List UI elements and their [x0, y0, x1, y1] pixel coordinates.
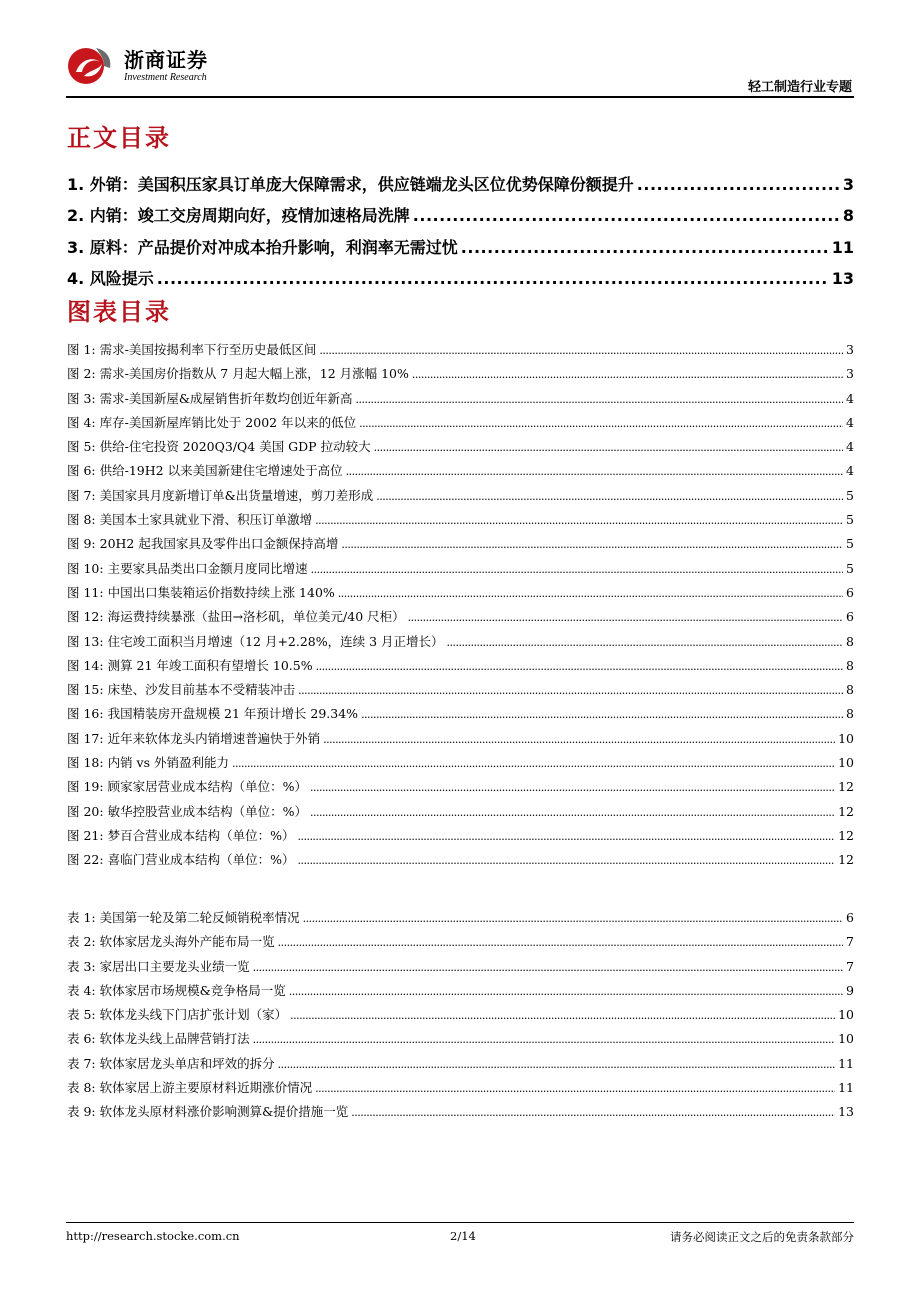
- table-entry[interactable]: 表 6: 软体龙头线上品牌营销打法 ..... 10: [67, 1029, 854, 1053]
- figure-entry[interactable]: 图 9: 20H2 起我国家具及零件出口金额保持高增 ..... 5: [67, 534, 854, 558]
- toc-entry[interactable]: 2. 内销：竣工交房周期向好，疫情加速格局洗牌 ..... 8: [67, 203, 854, 234]
- figure-entry[interactable]: 图 15: 床垫、沙发目前基本不受精装冲击 ..... 8: [67, 680, 854, 704]
- brand-name: 浙商证券: [124, 48, 208, 72]
- page-header: [66, 34, 854, 96]
- figure-entry[interactable]: 图 10: 主要家具品类出口金额月度同比增速 ..... 5: [67, 559, 854, 583]
- figure-entry[interactable]: 图 19: 顾家家居营业成本结构（单位：%） ..... 12: [67, 777, 854, 801]
- table-entry[interactable]: 表 9: 软体龙头原材料涨价影响测算&提价措施一览 ..... 13: [67, 1102, 854, 1126]
- toc-entry[interactable]: 3. 原料：产品提价对冲成本抬升影响，利润率无需过忧 ..... 11: [67, 235, 854, 266]
- figure-entry[interactable]: 图 8: 美国本土家具就业下滑、积压订单激增 ..... 5: [67, 510, 854, 534]
- table-entry[interactable]: 表 5: 软体龙头线下门店扩张计划（家） ..... 10: [67, 1005, 854, 1029]
- zheshang-logo-icon: [66, 42, 114, 86]
- figure-entry[interactable]: 图 7: 美国家具月度新增订单&出货量增速，剪刀差形成 ..... 5: [67, 486, 854, 510]
- toc-entry[interactable]: 4. 风险提示 ..... 13: [67, 266, 854, 297]
- figure-entry[interactable]: 图 3: 需求-美国新屋&成屋销售折年数均创近年新高 ..... 4: [67, 389, 854, 413]
- table-entry[interactable]: 表 2: 软体家居龙头海外产能布局一览 ..... 7: [67, 932, 854, 956]
- figure-entry[interactable]: 图 17: 近年来软体龙头内销增速普遍快于外销 ..... 10: [67, 729, 854, 753]
- figures-title: 图表目录: [67, 298, 171, 326]
- tables-list: [67, 908, 854, 1127]
- figures-list: [67, 340, 854, 875]
- table-entry[interactable]: 表 3: 家居出口主要龙头业绩一览 ..... 7: [67, 957, 854, 981]
- figure-entry[interactable]: 图 16: 我国精装房开盘规模 21 年预计增长 29.34% ..... 8: [67, 704, 854, 728]
- figure-entry[interactable]: 图 21: 梦百合营业成本结构（单位：%） ..... 12: [67, 826, 854, 850]
- footer-url-link[interactable]: http://research.stocke.com.cn: [66, 1229, 240, 1243]
- report-category: 轻工制造行业专题: [747, 80, 852, 95]
- table-entry[interactable]: 表 1: 美国第一轮及第二轮反倾销税率情况 ..... 6: [67, 908, 854, 932]
- figure-entry[interactable]: 图 13: 住宅竣工面积当月增速（12 月+2.28%，连续 3 月正增长） ..... 8: [67, 632, 854, 656]
- figure-entry[interactable]: 图 12: 海运费持续暴涨（盐田→洛杉矶，单位美元/40 尺柜） ..... 6: [67, 607, 854, 631]
- footer-divider: [66, 1222, 854, 1223]
- footer-disclaimer: 请务必阅读正文之后的免责条款部分: [670, 1230, 854, 1244]
- figure-entry[interactable]: 图 1: 需求-美国按揭利率下行至历史最低区间 ..... 3: [67, 340, 854, 364]
- figure-entry[interactable]: 图 11: 中国出口集装箱运价指数持续上涨 140% ..... 6: [67, 583, 854, 607]
- figure-entry[interactable]: 图 14: 测算 21 年竣工面积有望增长 10.5% ..... 8: [67, 656, 854, 680]
- table-entry[interactable]: 表 4: 软体家居市场规模&竞争格局一览 ..... 9: [67, 981, 854, 1005]
- figure-entry[interactable]: 图 20: 敏华控股营业成本结构（单位：%） ..... 12: [67, 802, 854, 826]
- figure-entry[interactable]: 图 22: 喜临门营业成本结构（单位：%） ..... 12: [67, 850, 854, 874]
- header-divider: [66, 96, 854, 98]
- table-entry[interactable]: 表 7: 软体家居龙头单店和坪效的拆分 ..... 11: [67, 1054, 854, 1078]
- figure-entry[interactable]: 图 18: 内销 vs 外销盈利能力 ..... 10: [67, 753, 854, 777]
- figure-entry[interactable]: 图 4: 库存-美国新屋库销比处于 2002 年以来的低位 ..... 4: [67, 413, 854, 437]
- brand-subtitle: Investment Research: [124, 72, 207, 83]
- table-entry[interactable]: 表 8: 软体家居上游主要原材料近期涨价情况 ..... 11: [67, 1078, 854, 1102]
- main-toc-list: [67, 172, 854, 297]
- page-number: 2/14: [450, 1229, 476, 1243]
- toc-entry[interactable]: 1. 外销：美国积压家具订单庞大保障需求，供应链端龙头区位优势保障份额提升 ..... 3: [67, 172, 854, 203]
- figure-entry[interactable]: 图 2: 需求-美国房价指数从 7 月起大幅上涨，12 月涨幅 10% ..... 3: [67, 364, 854, 388]
- toc-title: 正文目录: [67, 124, 171, 152]
- figure-entry[interactable]: 图 6: 供给-19H2 以来美国新建住宅增速处于高位 ..... 4: [67, 461, 854, 485]
- figure-entry[interactable]: 图 5: 供给-住宅投资 2020Q3/Q4 美国 GDP 拉动较大 ..... 4: [67, 437, 854, 461]
